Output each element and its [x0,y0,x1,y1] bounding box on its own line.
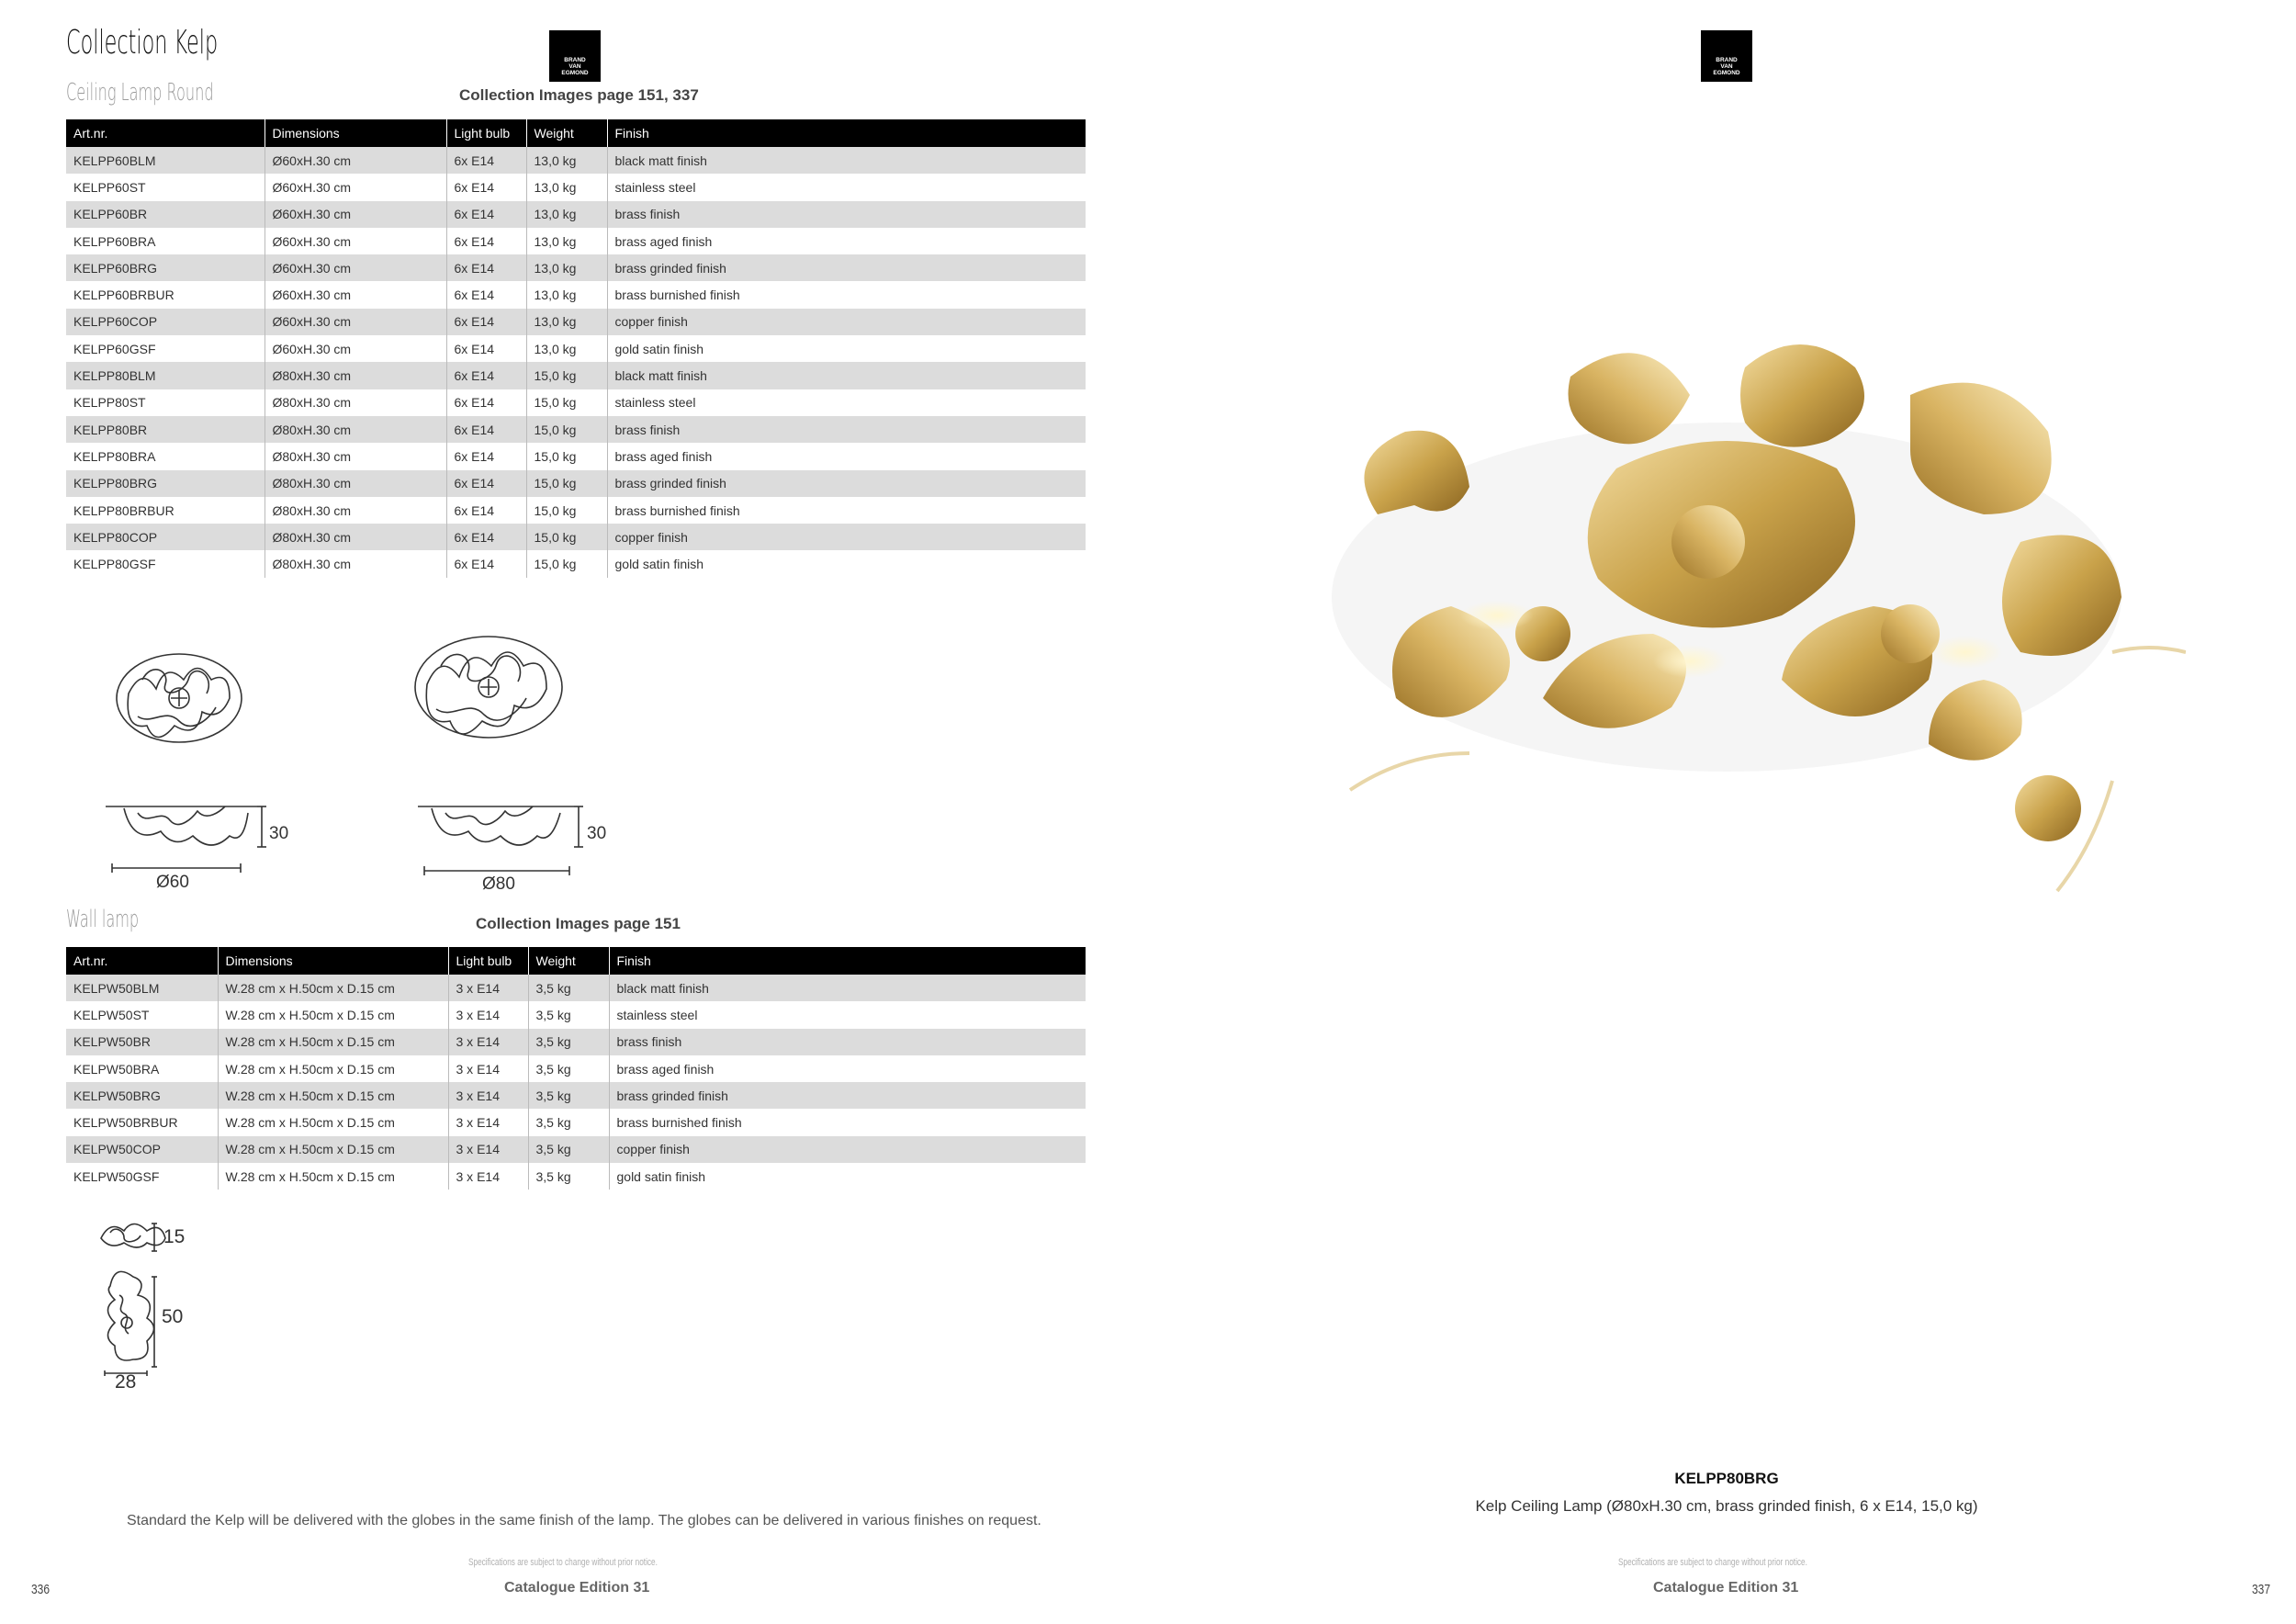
cell-artnr: KELPP60BLM [66,147,264,174]
cell-dimensions: Ø60xH.30 cm [264,309,446,335]
cell-weight: 13,0 kg [526,254,607,281]
cell-artnr: KELPW50GSF [66,1163,218,1190]
cell-lightbulb: 6x E14 [446,147,526,174]
cell-artnr: KELPP80COP [66,524,264,550]
table-row [66,174,1086,200]
cell-weight: 3,5 kg [528,1109,609,1135]
cell-weight: 15,0 kg [526,550,607,577]
cell-dimensions: Ø80xH.30 cm [264,416,446,443]
cell-finish: brass aged finish [607,228,1086,254]
page-number-left: 336 [31,1582,51,1597]
cell-dimensions: Ø60xH.30 cm [264,335,446,362]
cell-lightbulb: 3 x E14 [448,1109,528,1135]
cell-lightbulb: 6x E14 [446,362,526,389]
logo-text-line2: VAN [568,63,581,70]
dimension-label-depth: 15 [163,1226,186,1247]
cell-dimensions: Ø60xH.30 cm [264,201,446,228]
ceiling-lamp-80-top-view [415,637,562,738]
table-row [66,309,1086,335]
ceiling-spec-table [66,119,1086,578]
cell-dimensions: W.28 cm x H.50cm x D.15 cm [218,1082,448,1109]
cell-finish: brass burnished finish [607,497,1086,524]
cell-lightbulb: 6x E14 [446,254,526,281]
cell-artnr: KELPP60GSF [66,335,264,362]
cell-dimensions: Ø80xH.30 cm [264,470,446,497]
cell-lightbulb: 3 x E14 [448,1163,528,1190]
cell-lightbulb: 6x E14 [446,389,526,416]
cell-artnr: KELPP80BR [66,416,264,443]
cell-lightbulb: 3 x E14 [448,1029,528,1055]
col-header-artnr: Art.nr. [66,119,264,147]
cell-dimensions: Ø60xH.30 cm [264,254,446,281]
cell-finish: copper finish [609,1136,1086,1163]
cell-lightbulb: 3 x E14 [448,1001,528,1028]
delivery-note: Standard the Kelp will be delivered with the globes in the same finish of the lamp. The globes can be delivered in various finishes on request. [127,1513,1041,1528]
cell-weight: 3,5 kg [528,1082,609,1109]
dimension-label-diameter-60: Ø60 [156,873,189,892]
dimension-label-width: 28 [115,1371,137,1393]
lamp-body [1332,344,2186,891]
table-row [66,497,1086,524]
ceiling-lamp-60-side-view [106,806,266,873]
logo-text-line3: EGMOND [1713,70,1740,76]
cell-lightbulb: 3 x E14 [448,1055,528,1082]
col-header-dimensions: Dimensions [264,119,446,147]
cell-weight: 15,0 kg [526,416,607,443]
wall-lamp-drawings [92,1212,202,1387]
table-row [66,1136,1086,1163]
cell-dimensions: W.28 cm x H.50cm x D.15 cm [218,1136,448,1163]
cell-finish: copper finish [607,309,1086,335]
cell-weight: 13,0 kg [526,309,607,335]
cell-finish: brass finish [607,416,1086,443]
cell-lightbulb: 6x E14 [446,281,526,308]
collection-ref-wall: Collection Images page 151 [476,915,681,932]
logo-text-line1: BRAND [564,57,586,63]
table-row [66,362,1086,389]
cell-dimensions: W.28 cm x H.50cm x D.15 cm [218,1163,448,1190]
cell-artnr: KELPW50BRA [66,1055,218,1082]
footer-edition-right: Catalogue Edition 31 [1653,1580,1799,1596]
table-row [66,1082,1086,1109]
cell-weight: 15,0 kg [526,443,607,469]
collection-ref-ceiling: Collection Images page 151, 337 [459,86,699,104]
cell-weight: 3,5 kg [528,1055,609,1082]
page-number-right: 337 [2252,1582,2271,1597]
ceiling-lamp-60-top-view [117,654,242,742]
cell-weight: 15,0 kg [526,362,607,389]
col-header-finish: Finish [607,119,1086,147]
cell-artnr: KELPP80BRBUR [66,497,264,524]
cell-artnr: KELPP80BRA [66,443,264,469]
cell-lightbulb: 3 x E14 [448,1082,528,1109]
brand-logo-left [549,30,601,82]
cell-weight: 15,0 kg [526,524,607,550]
page-title: Collection Kelp [66,24,219,62]
section-title-ceiling: Ceiling Lamp Round [66,79,214,107]
table-row [66,550,1086,577]
cell-dimensions: Ø80xH.30 cm [264,550,446,577]
col-header-artnr: Art.nr. [66,947,218,975]
logo-text-line1: BRAND [1716,57,1738,63]
cell-lightbulb: 6x E14 [446,228,526,254]
dimension-label-height-80: 30 [587,824,607,843]
product-description-caption: Kelp Ceiling Lamp (Ø80xH.30 cm, brass grinded finish, 6 x E14, 15,0 kg) [1475,1497,1978,1515]
cell-lightbulb: 6x E14 [446,201,526,228]
cell-artnr: KELPP60BR [66,201,264,228]
col-header-dimensions: Dimensions [218,947,448,975]
cell-weight: 13,0 kg [526,201,607,228]
cell-finish: brass finish [609,1029,1086,1055]
logo-text-line3: EGMOND [561,70,589,76]
brand-logo-right [1701,30,1752,82]
cell-weight: 3,5 kg [528,1136,609,1163]
cell-dimensions: Ø60xH.30 cm [264,281,446,308]
cell-finish: black matt finish [609,975,1086,1001]
col-header-finish: Finish [609,947,1086,975]
cell-dimensions: W.28 cm x H.50cm x D.15 cm [218,975,448,1001]
footer-edition-left: Catalogue Edition 31 [504,1580,650,1596]
cell-finish: stainless steel [609,1001,1086,1028]
cell-artnr: KELPP60BRG [66,254,264,281]
cell-weight: 3,5 kg [528,1163,609,1190]
wall-lamp-front-view [105,1271,157,1376]
cell-dimensions: Ø80xH.30 cm [264,362,446,389]
cell-lightbulb: 6x E14 [446,335,526,362]
cell-finish: brass aged finish [607,443,1086,469]
cell-artnr: KELPW50ST [66,1001,218,1028]
cell-lightbulb: 6x E14 [446,309,526,335]
cell-dimensions: Ø60xH.30 cm [264,147,446,174]
cell-finish: gold satin finish [609,1163,1086,1190]
table-row [66,1055,1086,1082]
cell-artnr: KELPP60BRA [66,228,264,254]
disclaimer-right: Specifications are subject to change without prior notice. [1618,1557,1807,1568]
cell-finish: stainless steel [607,389,1086,416]
cell-lightbulb: 6x E14 [446,416,526,443]
cell-artnr: KELPP80GSF [66,550,264,577]
cell-finish: black matt finish [607,147,1086,174]
cell-weight: 13,0 kg [526,147,607,174]
cell-dimensions: Ø80xH.30 cm [264,443,446,469]
product-code-caption: KELPP80BRG [1674,1470,1779,1487]
table-row [66,443,1086,469]
cell-weight: 15,0 kg [526,389,607,416]
cell-lightbulb: 3 x E14 [448,975,528,1001]
cell-dimensions: Ø60xH.30 cm [264,228,446,254]
cell-weight: 13,0 kg [526,335,607,362]
cell-weight: 13,0 kg [526,281,607,308]
cell-artnr: KELPW50BRBUR [66,1109,218,1135]
cell-finish: brass grinded finish [609,1082,1086,1109]
cell-artnr: KELPP60ST [66,174,264,200]
section-title-wall: Wall lamp [66,906,140,933]
wall-spec-table [66,947,1086,1190]
dimension-label-height: 50 [162,1306,184,1327]
ceiling-lamp-80-side-view [418,806,583,875]
cell-weight: 3,5 kg [528,975,609,1001]
cell-lightbulb: 6x E14 [446,470,526,497]
cell-finish: brass finish [607,201,1086,228]
cell-dimensions: Ø60xH.30 cm [264,174,446,200]
wall-lamp-side-view [101,1224,165,1251]
table-row [66,254,1086,281]
table-row [66,524,1086,550]
cell-finish: gold satin finish [607,335,1086,362]
cell-artnr: KELPW50COP [66,1136,218,1163]
table-row [66,389,1086,416]
table-row [66,1001,1086,1028]
cell-lightbulb: 6x E14 [446,174,526,200]
logo-text-line2: VAN [1720,63,1733,70]
table-row [66,281,1086,308]
cell-finish: black matt finish [607,362,1086,389]
cell-weight: 13,0 kg [526,174,607,200]
cell-artnr: KELPP80BLM [66,362,264,389]
cell-dimensions: W.28 cm x H.50cm x D.15 cm [218,1001,448,1028]
col-header-weight: Weight [528,947,609,975]
cell-lightbulb: 6x E14 [446,497,526,524]
table-row [66,1163,1086,1190]
table-row [66,228,1086,254]
col-header-lightbulb: Light bulb [448,947,528,975]
cell-artnr: KELPW50BRG [66,1082,218,1109]
cell-finish: brass burnished finish [607,281,1086,308]
col-header-weight: Weight [526,119,607,147]
table-row [66,335,1086,362]
cell-finish: copper finish [607,524,1086,550]
cell-dimensions: Ø80xH.30 cm [264,497,446,524]
table-row [66,201,1086,228]
cell-lightbulb: 6x E14 [446,524,526,550]
cell-weight: 3,5 kg [528,1029,609,1055]
col-header-lightbulb: Light bulb [446,119,526,147]
cell-weight: 15,0 kg [526,470,607,497]
cell-weight: 13,0 kg [526,228,607,254]
cell-finish: brass burnished finish [609,1109,1086,1135]
cell-finish: brass grinded finish [607,254,1086,281]
cell-finish: brass grinded finish [607,470,1086,497]
product-photo [1267,312,2186,937]
cell-artnr: KELPP60COP [66,309,264,335]
cell-finish: gold satin finish [607,550,1086,577]
table-row [66,1109,1086,1135]
cell-finish: stainless steel [607,174,1086,200]
cell-weight: 15,0 kg [526,497,607,524]
table-row [66,416,1086,443]
table-row [66,470,1086,497]
cell-dimensions: Ø80xH.30 cm [264,389,446,416]
cell-artnr: KELPP80BRG [66,470,264,497]
cell-weight: 3,5 kg [528,1001,609,1028]
cell-lightbulb: 3 x E14 [448,1136,528,1163]
ceiling-lamp-drawings [92,625,643,900]
table-row [66,975,1086,1001]
cell-artnr: KELPP80ST [66,389,264,416]
cell-dimensions: W.28 cm x H.50cm x D.15 cm [218,1109,448,1135]
cell-artnr: KELPP60BRBUR [66,281,264,308]
dimension-label-height-60: 30 [269,824,289,843]
cell-artnr: KELPW50BLM [66,975,218,1001]
cell-dimensions: W.28 cm x H.50cm x D.15 cm [218,1055,448,1082]
cell-artnr: KELPW50BR [66,1029,218,1055]
cell-finish: brass aged finish [609,1055,1086,1082]
cell-lightbulb: 6x E14 [446,550,526,577]
table-row [66,1029,1086,1055]
dimension-label-diameter-80: Ø80 [482,874,515,894]
cell-lightbulb: 6x E14 [446,443,526,469]
cell-dimensions: Ø80xH.30 cm [264,524,446,550]
table-row [66,147,1086,174]
disclaimer-left: Specifications are subject to change without prior notice. [468,1557,658,1568]
cell-dimensions: W.28 cm x H.50cm x D.15 cm [218,1029,448,1055]
